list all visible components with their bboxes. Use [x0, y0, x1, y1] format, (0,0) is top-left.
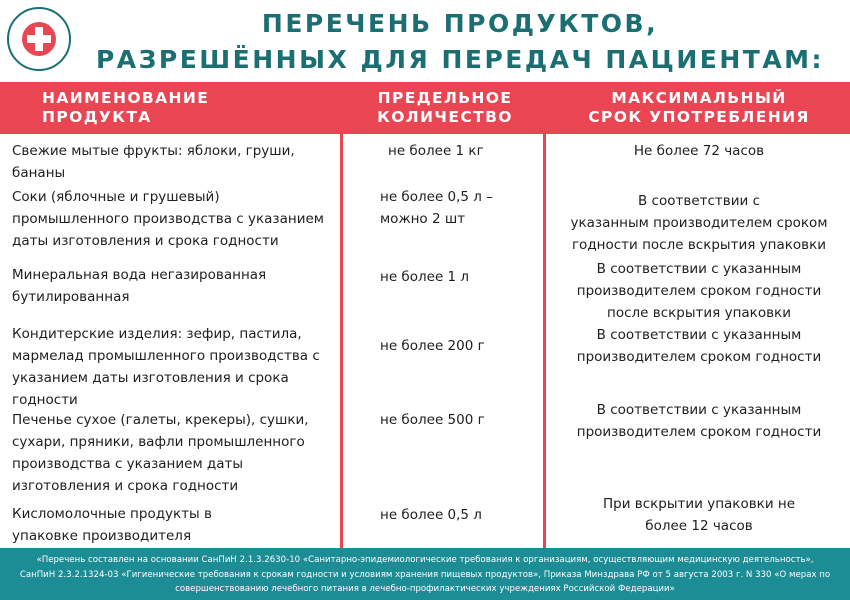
cell-text: производителем сроком годности — [576, 349, 822, 365]
cell-text: производителем сроком годности — [576, 283, 822, 299]
cell-text: производителем сроком годности — [576, 424, 822, 440]
cell-text: Свежие мытые фрукты: яблоки, груши, — [12, 143, 295, 159]
footer-line: совершенствованию лечебного питания в лечебно-профилактических учреждениях Российской Федерации» — [175, 584, 675, 594]
header-text: НАИМЕНОВАНИЕ — [42, 89, 210, 107]
cell-term — [548, 190, 850, 256]
cell-text: годности — [12, 392, 78, 408]
cell-text: изготовления и срока годности — [12, 478, 239, 494]
cell-text: после вскрытия упаковки — [607, 305, 791, 321]
cell-text: не более 500 г — [380, 412, 485, 428]
cell-text: упаковке производителя — [12, 528, 192, 544]
cell-quantity — [380, 186, 540, 230]
cell-text: не более 200 г — [380, 338, 485, 354]
cell-text: бананы — [12, 165, 66, 181]
cell-term — [548, 324, 850, 368]
cell-text: В соответствии с указанным — [596, 261, 802, 277]
cell-text: указанием даты изготовления и срока — [12, 370, 289, 386]
cell-text: При вскрытии упаковки не — [602, 496, 796, 512]
footer-note — [0, 548, 850, 600]
cell-term — [548, 493, 850, 537]
title-line-1: ПЕРЕЧЕНЬ ПРОДУКТОВ, — [261, 9, 659, 38]
header-product-name — [42, 82, 332, 134]
header-max-term — [548, 82, 850, 134]
cell-term — [548, 140, 850, 162]
table-header — [0, 82, 850, 134]
footer-line: «Перечень составлен на основании СанПиН 2.1.3.2630-10 «Санитарно-эпидемиологические требования к организациям, осуществляющим медицинскую деятельность», — [36, 555, 814, 565]
page-title — [90, 6, 830, 78]
cell-text: не более 1 кг — [388, 143, 484, 159]
cell-text: не более 0,5 л — [380, 507, 482, 523]
cell-text: Печенье сухое (галеты, крекеры), сушки, — [12, 412, 309, 428]
cell-quantity — [380, 504, 540, 526]
cell-text: промышленного производства с указанием — [12, 211, 324, 227]
cell-quantity — [388, 140, 548, 162]
cell-quantity — [380, 335, 540, 357]
header-text: ПРЕДЕЛЬНОЕ — [377, 89, 513, 107]
cell-text: сухари, пряники, вафли промышленного — [12, 434, 305, 450]
cell-text: бутилированная — [12, 289, 130, 305]
medical-cross-icon — [6, 6, 72, 72]
header-text: КОЛИЧЕСТВО — [377, 108, 513, 126]
cell-product-name — [12, 264, 342, 308]
cell-product-name — [12, 409, 342, 497]
cell-text: указанным производителем сроком — [570, 215, 828, 231]
logo — [6, 6, 72, 72]
cell-product-name — [12, 140, 342, 184]
cell-text: Минеральная вода негазированная — [12, 267, 267, 283]
cell-text: Кондитерские изделия: зефир, пастила, — [12, 326, 302, 342]
cell-term — [548, 258, 850, 324]
cell-text: Кисломолочные продукты в — [12, 506, 212, 522]
cell-text: можно 2 шт — [380, 211, 466, 227]
header-text: МАКСИМАЛЬНЫЙ — [611, 89, 787, 107]
cell-product-name — [12, 503, 342, 547]
cell-text: годности после вскрытия упаковки — [571, 237, 827, 253]
cell-text: В соответствии с указанным — [596, 327, 802, 343]
cell-product-name — [12, 186, 342, 252]
header-max-quantity — [345, 82, 545, 134]
cell-text: В соответствии с указанным — [596, 402, 802, 418]
cell-term — [548, 399, 850, 443]
cell-text: даты изготовления и срока годности — [12, 233, 279, 249]
title-line-2: РАЗРЕШЁННЫХ ДЛЯ ПЕРЕДАЧ ПАЦИЕНТАМ: — [95, 45, 825, 74]
cell-text: Соки (яблочные и грушевый) — [12, 189, 220, 205]
cell-quantity — [380, 409, 540, 431]
cell-text: не более 0,5 л – — [380, 189, 493, 205]
cell-product-name — [12, 323, 342, 411]
cell-text: мармелад промышленного производства с — [12, 348, 320, 364]
cell-text: не более 1 л — [380, 269, 470, 285]
cell-text: производства с указанием даты — [12, 456, 244, 472]
footer-line: СанПиН 2.3.2.1324-03 «Гигиенические требования к срокам годности и условиям хранения пищевых продуктов», Приказа Минздрава РФ от 5 августа 2003 г. N 330 «О мерах по — [19, 569, 831, 580]
cell-text: В соответствии с — [638, 193, 760, 209]
cell-quantity — [380, 266, 540, 288]
header-text: ПРОДУКТА — [42, 108, 152, 126]
cell-text: более 12 часов — [645, 518, 753, 534]
header-text: СРОК УПОТРЕБЛЕНИЯ — [588, 108, 810, 126]
cell-text: Не более 72 часов — [633, 143, 765, 159]
header — [0, 0, 850, 82]
